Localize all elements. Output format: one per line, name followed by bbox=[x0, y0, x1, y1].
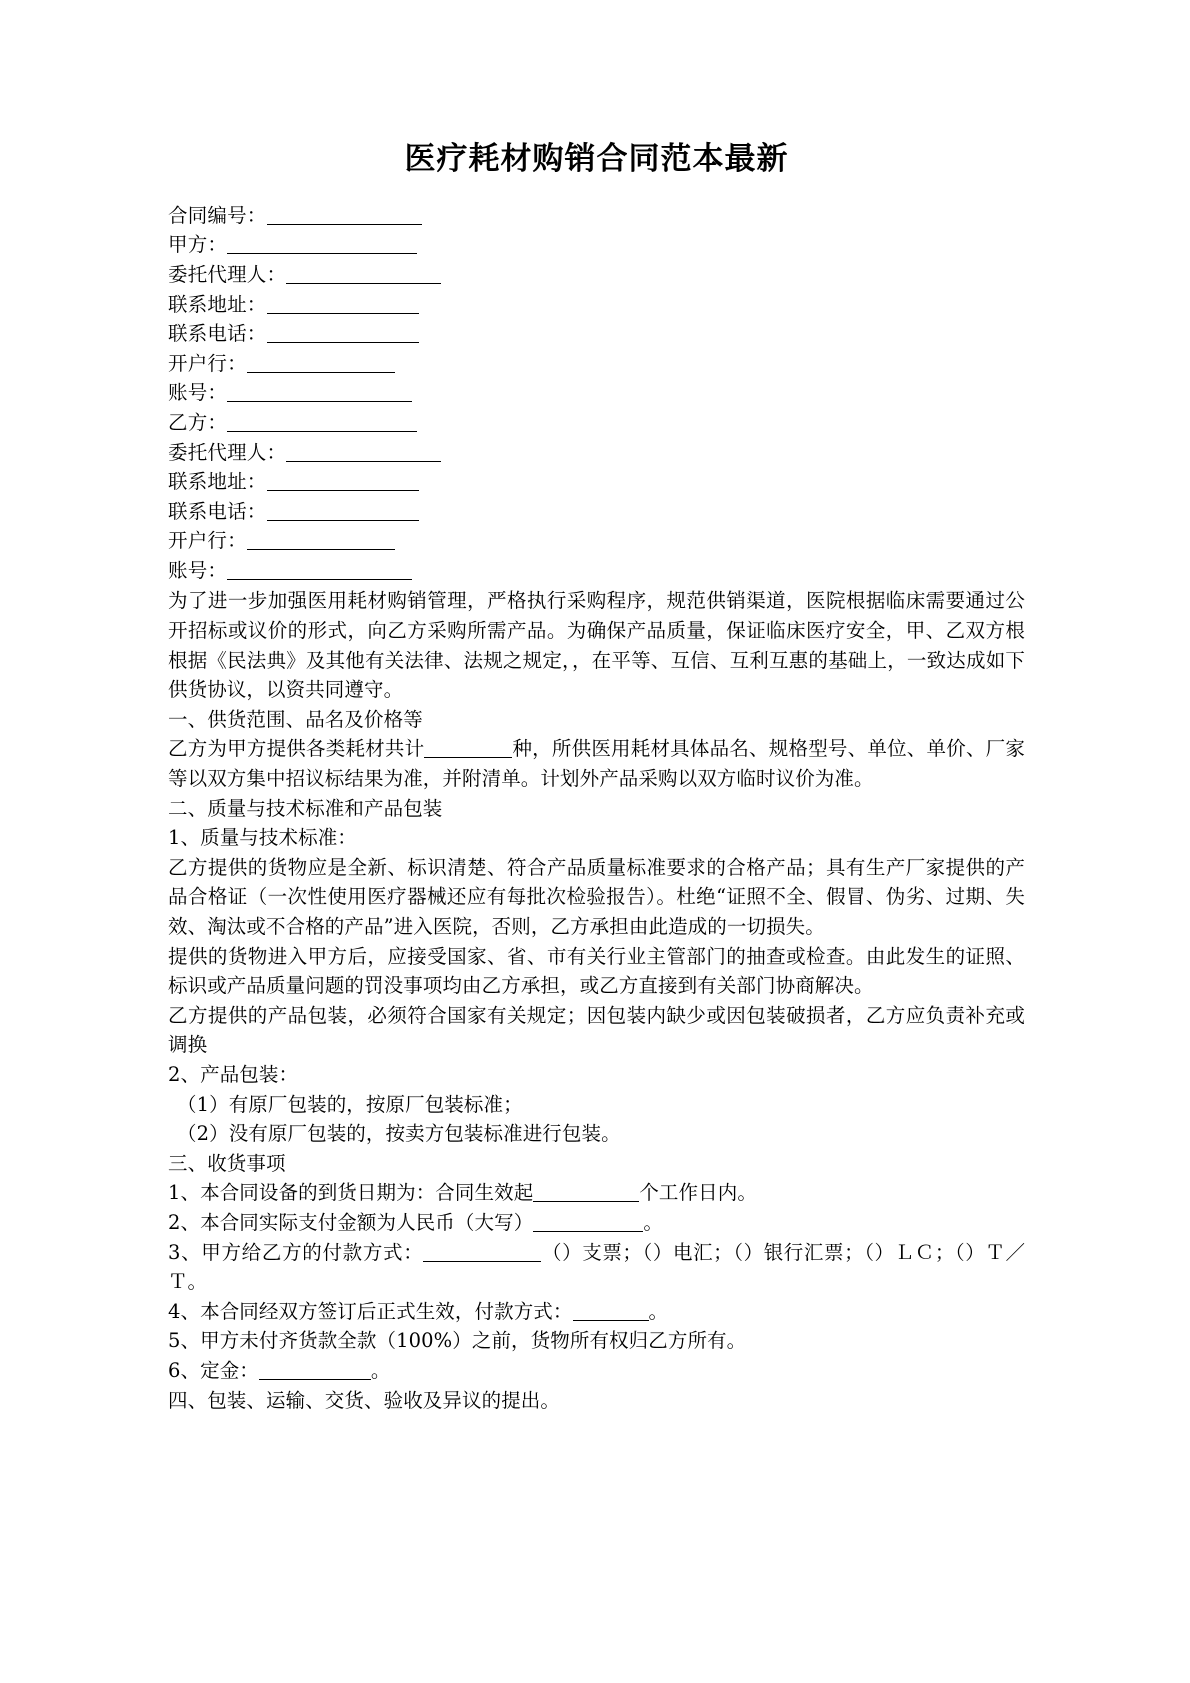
contract-field-label: 联系电话： bbox=[168, 322, 267, 346]
contract-field-label: 委托代理人： bbox=[168, 262, 287, 286]
contract-field-blank[interactable] bbox=[286, 266, 441, 284]
payment-method-option[interactable]: （）电汇； bbox=[641, 1240, 733, 1264]
clause-blank[interactable] bbox=[424, 740, 512, 758]
clause-text: 个工作日内。 bbox=[639, 1181, 757, 1205]
clause-paragraph bbox=[168, 734, 1025, 793]
clause-text: 。 bbox=[648, 1299, 669, 1323]
contract-field-label: 联系地址： bbox=[168, 470, 267, 494]
clause-paragraph: 1、质量与技术标准： bbox=[168, 826, 357, 850]
contract-field-row bbox=[168, 230, 1025, 260]
clause-blank[interactable] bbox=[259, 1362, 371, 1380]
clause-paragraph: 5、甲方未付齐货款全款（100%）之前，货物所有权归乙方所有。 bbox=[168, 1329, 747, 1353]
contract-field-label: 甲方： bbox=[168, 233, 228, 257]
contract-field-label: 开户行： bbox=[168, 529, 247, 553]
payment-method-clause bbox=[168, 1238, 1025, 1297]
clause-text: 1、本合同设备的到货日期为：合同生效起 bbox=[168, 1181, 534, 1205]
clause-paragraph bbox=[168, 1356, 1025, 1386]
payment-method-option[interactable]: （）支票； bbox=[541, 1240, 642, 1264]
clause-text: 4、本合同经双方签订后正式生效，付款方式： bbox=[168, 1299, 573, 1323]
contract-header-fields bbox=[168, 201, 1025, 586]
clause-text: 。 bbox=[643, 1210, 663, 1234]
contract-field-label: 联系电话： bbox=[168, 499, 267, 523]
contract-field-row bbox=[168, 349, 1025, 379]
contract-field-blank[interactable] bbox=[247, 355, 395, 373]
contract-field-label: 乙方： bbox=[168, 410, 228, 434]
clause-paragraph: 乙方提供的货物应是全新、标识清楚、符合产品质量标准要求的合格产品；具有生产厂家提供的产品合格证（一次性使用医疗器械还应有每批次检验报告）。杜绝“证照不全、假冒、伪劣、过期、失效、淘汰或不合格的产品”进入医院，否则，乙方承担由此造成的一切损失。 bbox=[168, 855, 1025, 938]
contract-field-row bbox=[168, 497, 1025, 527]
clause-text: 种，所供医用耗材具体品名、规格型号、单位、单价、厂家等以双方集中招议标结果为准，并附清单。计划外产品采购以双方临时议价为准。 bbox=[168, 737, 1025, 791]
clause-paragraph bbox=[168, 1208, 1025, 1238]
contract-field-blank[interactable] bbox=[267, 325, 419, 343]
clause-paragraph: （2）没有原厂包装的，按卖方包装标准进行包装。 bbox=[177, 1122, 621, 1146]
contract-field-label: 开户行： bbox=[168, 351, 247, 375]
contract-field-blank[interactable] bbox=[267, 207, 422, 225]
payment-method-option[interactable]: （）Ｔ／Ｔ。 bbox=[168, 1240, 1025, 1294]
contract-field-row bbox=[168, 201, 1025, 231]
contract-field-blank[interactable] bbox=[227, 384, 412, 402]
clause-blank[interactable] bbox=[423, 1244, 541, 1262]
contract-body bbox=[168, 586, 1025, 1415]
contract-field-label: 合同编号： bbox=[168, 203, 267, 227]
clause-paragraph: 乙方提供的产品包装，必须符合国家有关规定；因包装内缺少或因包装破损者，乙方应负责补充或调换 bbox=[168, 1003, 1025, 1057]
clause-blank[interactable] bbox=[533, 1214, 643, 1232]
clause-text: 。 bbox=[370, 1358, 391, 1382]
payment-method-option[interactable]: （）ＬＣ； bbox=[863, 1240, 955, 1264]
clause-paragraph: 提供的货物进入甲方后，应接受国家、省、市有关行业主管部门的抽查或检查。由此发生的证照、标识或产品质量问题的罚没事项均由乙方承担，或乙方直接到有关部门协商解决。 bbox=[168, 944, 1025, 998]
preamble-paragraph: 为了进一步加强医用耗材购销管理，严格执行采购程序，规范供销渠道，医院根据临床需要通过公开招标或议价的形式，向乙方采购所需产品。为确保产品质量，保证临床医疗安全，甲、乙双方根根据《民法典》及其他有关法律、法规之规定，，在平等、互信、互利互惠的基础上，一致达成如下供货协议，以资共同遵守。 bbox=[168, 589, 1025, 702]
contract-field-blank[interactable] bbox=[227, 562, 412, 580]
clause-paragraph bbox=[168, 1178, 1025, 1208]
contract-field-label: 账号： bbox=[168, 558, 228, 582]
clause-blank[interactable] bbox=[533, 1184, 639, 1202]
section-heading: 四、包装、运输、交货、验收及异议的提出。 bbox=[168, 1388, 561, 1412]
section-heading: 二、质量与技术标准和产品包装 bbox=[168, 796, 443, 820]
clause-paragraph bbox=[168, 1297, 1025, 1327]
clause-text: 6、定金： bbox=[168, 1358, 259, 1382]
contract-field-row bbox=[168, 467, 1025, 497]
contract-field-label: 委托代理人： bbox=[168, 440, 287, 464]
clause-blank[interactable] bbox=[573, 1303, 649, 1321]
section-heading: 一、供货范围、品名及价格等 bbox=[168, 707, 423, 731]
contract-field-blank[interactable] bbox=[227, 236, 417, 254]
contract-field-blank[interactable] bbox=[227, 414, 417, 432]
contract-field-blank[interactable] bbox=[267, 503, 419, 521]
contract-field-blank[interactable] bbox=[267, 473, 419, 491]
payment-method-option[interactable]: （）银行汇票； bbox=[732, 1240, 864, 1264]
contract-field-blank[interactable] bbox=[267, 296, 419, 314]
clause-paragraph: （1）有原厂包装的，按原厂包装标准； bbox=[177, 1092, 523, 1116]
clause-text: 乙方为甲方提供各类耗材共计 bbox=[168, 737, 425, 761]
page-title: 医疗耗材购销合同范本最新 bbox=[404, 141, 789, 177]
contract-field-blank[interactable] bbox=[247, 532, 395, 550]
contract-field-row bbox=[168, 556, 1025, 586]
contract-field-label: 账号： bbox=[168, 381, 228, 405]
contract-field-label: 联系地址： bbox=[168, 292, 267, 316]
contract-field-row bbox=[168, 438, 1025, 468]
clause-text: 3、甲方给乙方的付款方式： bbox=[168, 1240, 424, 1264]
contract-field-row bbox=[168, 378, 1025, 408]
contract-field-row bbox=[168, 526, 1025, 556]
contract-field-row bbox=[168, 319, 1025, 349]
contract-field-blank[interactable] bbox=[286, 444, 441, 462]
contract-field-row bbox=[168, 290, 1025, 320]
section-heading: 三、收货事项 bbox=[168, 1151, 286, 1175]
clause-text: 2、本合同实际支付金额为人民币（大写） bbox=[168, 1210, 534, 1234]
contract-field-row bbox=[168, 408, 1025, 438]
clause-paragraph: 2、产品包装： bbox=[168, 1062, 299, 1086]
contract-field-row bbox=[168, 260, 1025, 290]
